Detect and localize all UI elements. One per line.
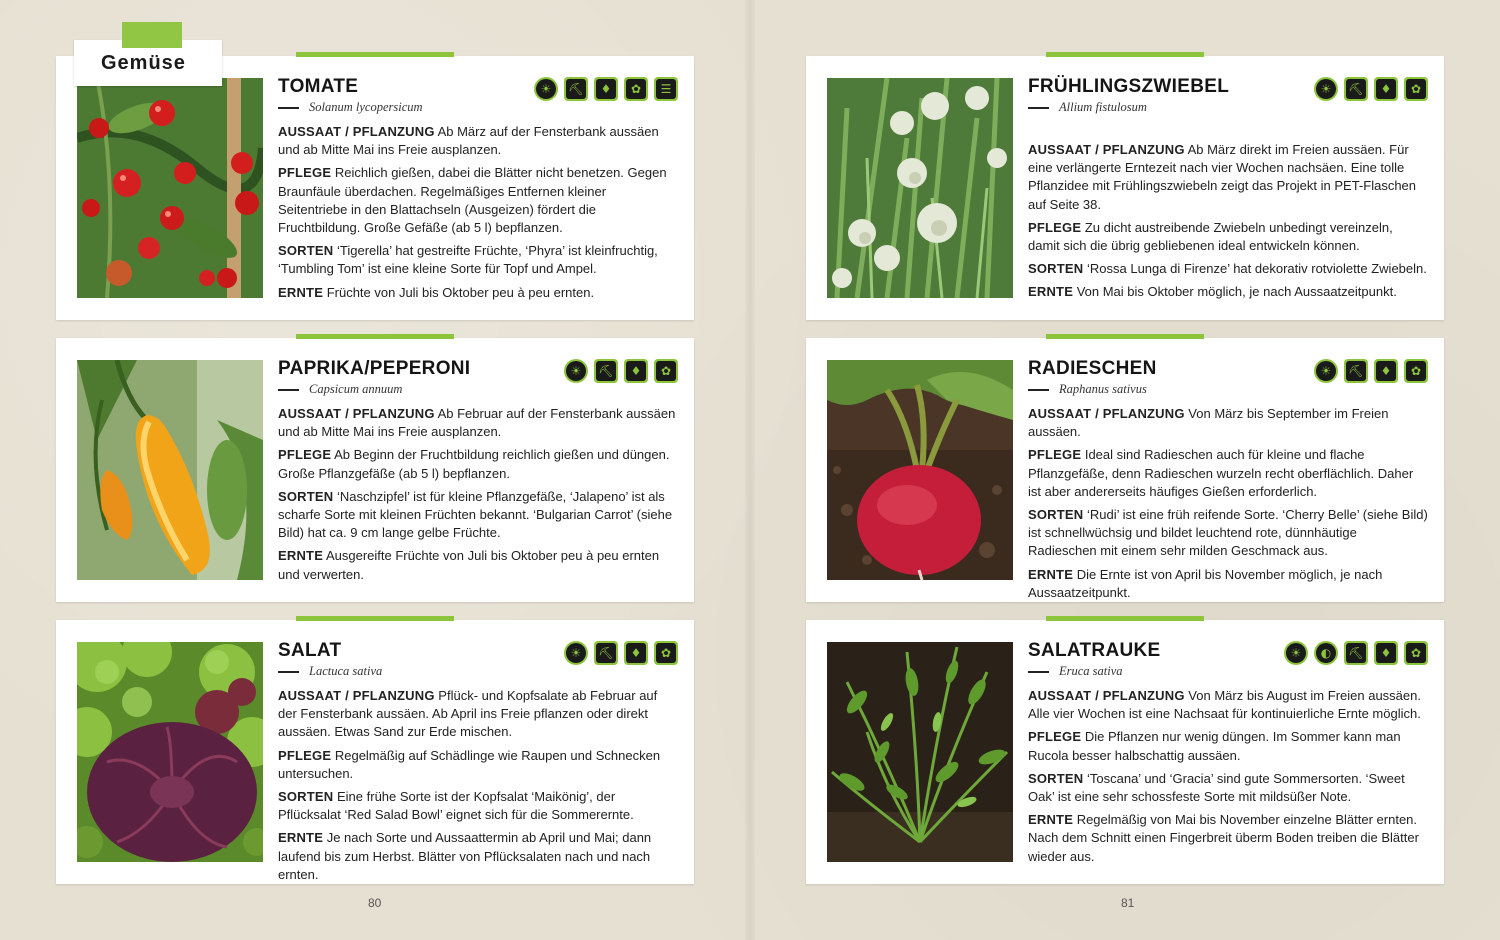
half-shade-icon: ◐ (1314, 641, 1338, 665)
shovel-icon: ⛏ (594, 641, 618, 665)
fertilizer-icon: ✿ (1404, 641, 1428, 665)
section-label-text: Gemüse (101, 52, 186, 74)
sorten-paragraph: SORTEN ‘Naschzipfel’ ist für kleine Pflanzgefäße, ‘Jalapeno’ ist als scharfe Sorte mit kleinen Früchten bekannt. ‘Bulgarian Carrot’ (siehe Bild) hat ca. 9 cm lange gelbe Früchte. (278, 488, 673, 541)
sorten-paragraph: SORTEN Eine frühe Sorte ist der Kopfsalat ‘Maikönig’, der Pflücksalat ‘Red Salad Bowl’ eignet sich für die Sommerernte. (278, 789, 634, 823)
sorten-paragraph: SORTEN ‘Tigerella’ hat gestreifte Früchte, ‘Phyra’ ist kleinfruchtig, ‘Tumbling Tom’ ist eine kleine Sorte für Topf und Ampel. (278, 243, 658, 277)
pflege-paragraph: PFLEGE Regelmäßig auf Schädlinge wie Raupen und Schnecken untersuchen. (278, 747, 661, 781)
watering-icon: ♦ (1374, 359, 1398, 383)
trellis-icon: ☰ (654, 77, 678, 101)
pflege-paragraph: PFLEGE Ab Beginn der Fruchtbildung reichlich gießen und düngen. Große Pflanzgefäße (ab 5 l) bepflanzen. (278, 447, 670, 481)
shovel-icon: ⛏ (1344, 359, 1368, 383)
fertilizer-icon: ✿ (654, 359, 678, 383)
plant-title: RADIESCHEN (1028, 358, 1157, 379)
fertilizer-icon: ✿ (1404, 359, 1428, 383)
shovel-icon: ⛏ (1344, 77, 1368, 101)
tomato-photo (77, 78, 263, 298)
pflege-paragraph: PFLEGE Zu dicht austreibende Zwiebeln unbedingt vereinzeln, damit sich die übrig gebliebenen ideal entwickeln können. (1028, 219, 1393, 254)
section-label (74, 40, 222, 86)
watering-icon: ♦ (1374, 641, 1398, 665)
plant-title: SALATRAUKE (1028, 640, 1161, 661)
plant-card-tomate (56, 56, 694, 320)
card-content (1028, 640, 1428, 871)
radish-photo (827, 360, 1013, 580)
card-content (278, 640, 678, 889)
plant-title: TOMATE (278, 76, 359, 97)
pflege-paragraph: PFLEGE Die Pflanzen nur wenig düngen. Im Sommer kann man Rucola besser halbschattig aussäen. (1028, 729, 1401, 763)
aussaat-paragraph: AUSSAAT / PFLANZUNG Pflück- und Kopfsalate ab Februar auf der Fensterbank aussäen. Ab April ins Freie pflanzen oder direkt aussäen. Etwas Sand zur Erde mischen. (278, 688, 658, 740)
aussaat-paragraph: AUSSAAT / PFLANZUNG Ab März direkt im Freien aussäen. Für eine verlängerte Erntezeit nach vier Wochen nachsäen. Eine tolle Pflanzidee mit Frühlingszwiebeln zeigt das Projekt in PET-Flaschen auf Seite 38. (1028, 142, 1417, 212)
latin-name: Allium fistulosum (1028, 99, 1428, 115)
pepper-photo (77, 360, 263, 580)
card-tab-accent (1046, 52, 1204, 57)
card-content (1028, 358, 1428, 607)
plant-card-salat (56, 620, 694, 884)
sun-icon: ☀ (1314, 77, 1338, 101)
fertilizer-icon: ✿ (624, 77, 648, 101)
page-number-left: 80 (368, 896, 382, 910)
card-content (1028, 76, 1428, 307)
spring-onion-photo (827, 78, 1013, 298)
ernte-paragraph: ERNTE Regelmäßig von Mai bis November einzelne Blätter ernten. Nach dem Schnitt einen Fingerbreit überm Boden treiben die Blätter wieder aus. (1028, 812, 1419, 864)
aussaat-paragraph: AUSSAAT / PFLANZUNG Von März bis September im Freien aussäen. (1028, 406, 1389, 440)
watering-icon: ♦ (1374, 77, 1398, 101)
card-tab-accent (296, 52, 454, 57)
plant-card-paprika (56, 338, 694, 602)
page-number-right: 81 (1121, 896, 1135, 910)
latin-name: Eruca sativa (1028, 663, 1428, 679)
plant-card-radieschen (806, 338, 1444, 602)
plant-title: PAPRIKA/PEPERONI (278, 358, 471, 379)
shovel-icon: ⛏ (564, 77, 588, 101)
sun-icon: ☀ (564, 641, 588, 665)
plant-card-fruehlingszwiebel (806, 56, 1444, 320)
ernte-paragraph: ERNTE Je nach Sorte und Aussaattermin ab April und Mai; dann laufend bis zum Herbst. Blätter von Pflücksalaten nach und nach ernten. (278, 830, 652, 882)
book-gutter (745, 0, 755, 940)
aussaat-paragraph: AUSSAAT / PFLANZUNG Ab Februar auf der Fensterbank aussäen und ab Mitte Mai ins Freie ausplanzen. (278, 406, 676, 440)
pflege-paragraph: PFLEGE Reichlich gießen, dabei die Blätter nicht benetzen. Gegen Braunfäule überdachen. Regelmäßiges Entfernen kleiner Seitentriebe in den Blattachseln (Ausgeizen) fördert die Fruchtbildung. Große Gefäße (ab 5 l) bepflanzen. (278, 165, 667, 236)
card-content (278, 358, 678, 589)
plant-title: FRÜHLINGSZWIEBEL (1028, 76, 1230, 97)
ernte-paragraph: ERNTE Ausgereifte Früchte von Juli bis Oktober peu à peu ernten und verwerten. (278, 548, 660, 582)
latin-name: Raphanus sativus (1028, 381, 1428, 397)
sun-icon: ☀ (564, 359, 588, 383)
sorten-paragraph: SORTEN ‘Toscana’ und ‘Gracia’ sind gute Sommersorten. ‘Sweet Oak’ ist eine sehr schossfeste Sorte mit mildsüßer Note. (1028, 770, 1405, 805)
pflege-paragraph: PFLEGE Ideal sind Radieschen auch für kleine und flache Pflanzgefäße, denn Radieschen wurzeln recht oberflächlich. Daher ist aber andererseits häufiges Gießen erforderlich. (1028, 447, 1414, 499)
sorten-paragraph: SORTEN ‘Rossa Lunga di Firenze’ hat dekorativ rotviolette Zwiebeln. (1028, 261, 1427, 277)
rocket-photo (827, 642, 1013, 862)
shovel-icon: ⛏ (594, 359, 618, 383)
sun-icon: ☀ (1284, 641, 1308, 665)
ernte-paragraph: ERNTE Von Mai bis Oktober möglich, je nach Aussaatzeitpunkt. (1028, 284, 1397, 300)
sun-icon: ☀ (1314, 359, 1338, 383)
ernte-paragraph: ERNTE Früchte von Juli bis Oktober peu à peu ernten. (278, 284, 595, 300)
plant-title: SALAT (278, 640, 342, 661)
card-tab-accent (296, 616, 454, 621)
aussaat-paragraph: AUSSAAT / PFLANZUNG Ab März auf der Fensterbank aussäen und ab Mitte Mai ins Freie ausplanzen. (278, 124, 659, 158)
aussaat-paragraph: AUSSAAT / PFLANZUNG Von März bis August im Freien aussäen. Alle vier Wochen ist eine Nachsaat für kontinuierliche Ernte möglich. (1028, 688, 1421, 722)
lettuce-photo (77, 642, 263, 862)
fertilizer-icon: ✿ (1404, 77, 1428, 101)
latin-name: Solanum lycopersicum (278, 99, 678, 115)
watering-icon: ♦ (624, 641, 648, 665)
card-tab-accent (1046, 334, 1204, 339)
card-tab-accent (296, 334, 454, 339)
watering-icon: ♦ (624, 359, 648, 383)
tape-decoration (122, 22, 182, 48)
card-tab-accent (1046, 616, 1204, 621)
latin-name: Capsicum annuum (278, 381, 678, 397)
card-content (278, 76, 678, 307)
watering-icon: ♦ (594, 77, 618, 101)
latin-name: Lactuca sativa (278, 663, 678, 679)
shovel-icon: ⛏ (1344, 641, 1368, 665)
plant-card-salatrauke (806, 620, 1444, 884)
sun-icon: ☀ (534, 77, 558, 101)
ernte-paragraph: ERNTE Die Ernte ist von April bis November möglich, je nach Aussaatzeitpunkt. (1028, 566, 1383, 600)
fertilizer-icon: ✿ (654, 641, 678, 665)
sorten-paragraph: SORTEN ‘Rudi’ ist eine früh reifende Sorte. ‘Cherry Belle’ (siehe Bild) ist schnellwüchsig und bildet leuchtend rote, dünnhäutige Radieschen mit einem sehr milden Geschmack aus. (1028, 507, 1428, 559)
